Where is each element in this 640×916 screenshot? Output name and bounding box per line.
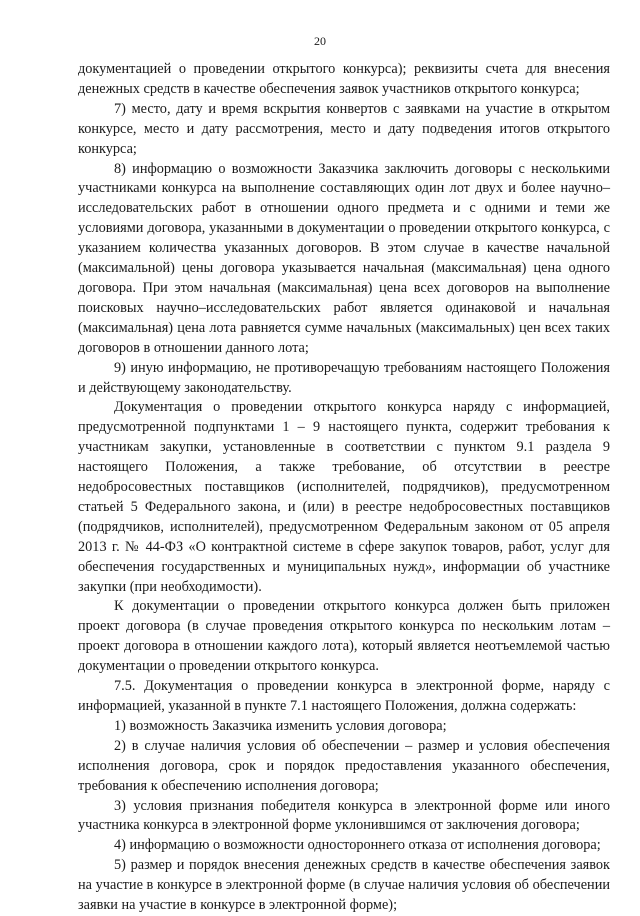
paragraph: Документация о проведении открытого конкурса наряду с информацией, предусмотренной подпунктами 1 – 9 настоящего пункта, содержит требования к участникам закупки, установленные в соответствии с пунктом 9.1 раздела 9 настоящего Положения, а также требование, об отсутствии в реестре недобросовестных поставщиков (исполнителей, подрядчиков), предусмотренном статьей 5 Федерального закона, и (или) в реестре недобросовестных поставщиков (подрядчиков, исполнителей), предусмотренном Федеральным законом от 05 апреля 2013 г. № 44-ФЗ «О контрактной системе в сфере закупок товаров, работ, услуг для обеспечения государственных и муниципальных нужд», информации об участнике закупки (при необходимости).	[78, 399, 610, 595]
paragraph: 3) условия признания победителя конкурса в электронной форме или иного участника конкурса в электронной форме уклонившимся от заключения договора;	[78, 797, 610, 834]
page-number: 20	[314, 34, 326, 48]
paragraph: 1) возможность Заказчика изменить условия договора;	[114, 717, 447, 734]
paragraph: 4) информацию о возможности одностороннего отказа от исполнения договора;	[114, 837, 601, 854]
paragraph: 8) информацию о возможности Заказчика заключить договоры с несколькими участниками конкурса на выполнение составляющих один лот двух и более научно–исследовательских работ в отношении одного предмета и с одними и теми же условиями договора, указанными в документации о проведении открытого конкурса, с указанием количества указанных договоров. В этом случае в качестве начальной (максимальной) цены договора указывается начальная (максимальная) цена одного договора. При этом начальная (максимальная) цена всех договоров на выполнение поисковых научно–исследовательских работ является одинаковой и начальная (максимальная) цена лота равняется сумме начальных (максимальных) цен всех таких договоров в отношении данного лота;	[78, 160, 610, 356]
paragraph: 5) размер и порядок внесения денежных средств в качестве обеспечения заявок на участие в конкурсе в электронной форме (в случае наличия условия об обеспечении заявки на участие в конкурсе в электронной форме);	[78, 857, 610, 914]
document-body	[78, 60, 610, 916]
paragraph: 7) место, дату и время вскрытия конвертов с заявками на участие в открытом конкурсе, место и дату рассмотрения, место и дату подведения итогов открытого конкурса;	[78, 100, 610, 157]
paragraph: 7.5. Документация о проведении конкурса в электронной форме, наряду с информацией, указанной в пункте 7.1 настоящего Положения, должна содержать:	[78, 678, 610, 714]
paragraph: К документации о проведении открытого конкурса должен быть приложен проект договора (в случае проведения открытого конкурса по нескольким лотам – проект договора в отношении каждого лота), который является неотъемлемой частью документации о проведении открытого конкурса.	[78, 598, 610, 675]
paragraph: документацией о проведении открытого конкурса); реквизиты счета для внесения денежных средств в качестве обеспечения заявок участников открытого конкурса;	[78, 61, 610, 97]
paragraph: 9) иную информацию, не противоречащую требованиям настоящего Положения и действующему законодательству.	[78, 359, 610, 396]
paragraph: 2) в случае наличия условия об обеспечении – размер и условия обеспечения исполнения договора, срок и порядок предоставления указанного обеспечения, требования к обеспечению исполнения договора;	[78, 737, 610, 794]
